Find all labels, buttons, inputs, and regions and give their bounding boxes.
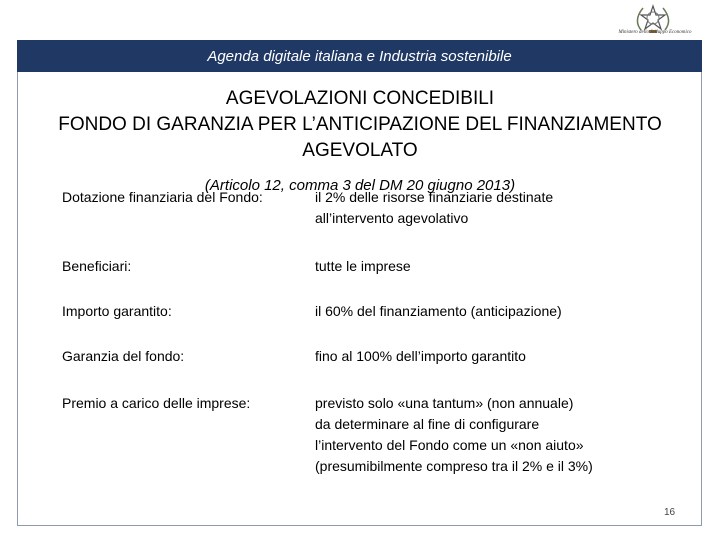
row-label: Beneficiari: xyxy=(62,258,132,274)
row-value-line: all’intervento agevolativo xyxy=(315,210,469,226)
row-value-line: (presumibilmente compreso tra il 2% e il 3%) xyxy=(315,458,593,474)
title-line-1: AGEVOLAZIONI CONCEDIBILI xyxy=(225,88,495,109)
row-value-line: tutte le imprese xyxy=(315,258,411,274)
emblem-caption: Ministero dello Sviluppo Economico xyxy=(618,30,692,35)
row-label: Garanzia del fondo: xyxy=(62,348,185,364)
row-label: Importo garantito: xyxy=(62,303,172,319)
row-value-line: il 2% delle risorse finanziarie destinate xyxy=(315,189,554,205)
row-value-line: previsto solo «una tantum» (non annuale) xyxy=(315,395,574,411)
row-label: Dotazione finanziaria del Fondo: xyxy=(62,189,263,205)
row-value xyxy=(315,256,660,277)
row-value xyxy=(315,346,660,367)
page-number: 16 xyxy=(664,507,676,518)
slide-subtitle: (Articolo 12, comma 3 del DM 20 giugno 2013) xyxy=(204,177,516,194)
row-value xyxy=(315,301,660,322)
slide-title xyxy=(0,86,720,164)
title-line-2: FONDO DI GARANZIA PER L’ANTICIPAZIONE DEL FINANZIAMENTO xyxy=(58,114,662,135)
row-value-line: fino al 100% dell’importo garantito xyxy=(315,348,526,364)
row-value xyxy=(315,187,660,229)
row-value xyxy=(315,393,660,477)
row-value-line: l’intervento del Fondo come un «non aiuto» xyxy=(315,437,584,453)
title-line-3: AGEVOLATO xyxy=(302,140,418,161)
row-value-line: il 60% del finanziamento (anticipazione) xyxy=(315,303,562,319)
row-value-line: da determinare al fine di configurare xyxy=(315,416,540,432)
header-banner: Agenda digitale italiana e Industria sostenibile xyxy=(17,40,702,72)
row-label: Premio a carico delle imprese: xyxy=(62,395,251,411)
